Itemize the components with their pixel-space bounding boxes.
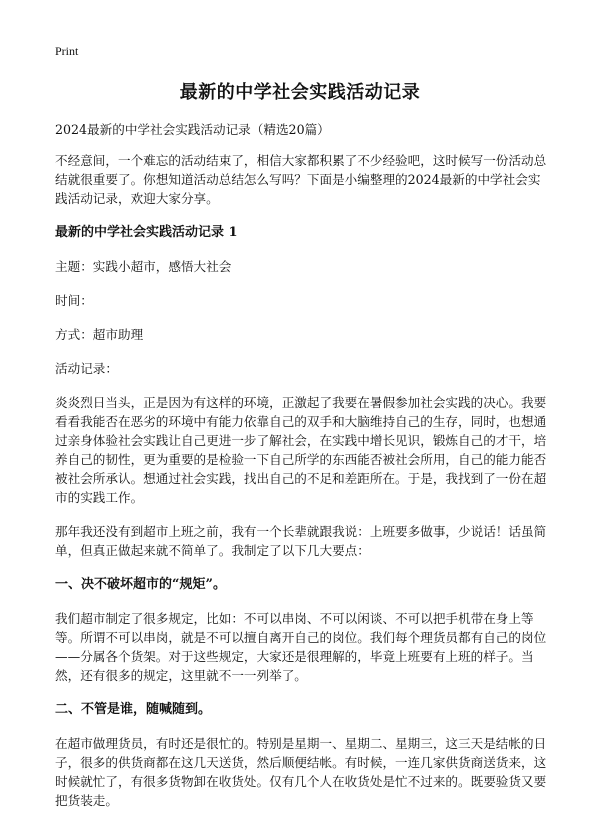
field-time: 时间： xyxy=(55,293,93,308)
document-subtitle: 2024最新的中学社会实践活动记录（精选20篇） xyxy=(55,122,330,137)
print-link[interactable]: Print xyxy=(55,44,79,58)
document-body xyxy=(55,120,550,825)
rule-paragraph-2: 在超市做理货员，有时还是很忙的。特别是星期一、星期二、星期三，这三天是结帐的日子，很多的供货商都在这几天送货，然后顺便结帐。有时候，一连几家供货商送货来，这时候就忙了，有很多货物卸在收货处。仅有几个人在收货处是忙不过来的。既要验货又要把货装走。 xyxy=(55,736,547,808)
rule-heading-2: 二、不管是谁，随喊随到。 xyxy=(55,702,212,717)
page-title: 最新的中学社会实践活动记录 xyxy=(179,82,421,103)
body-paragraph: 那年我还没有到超市上班之前，我有一个长辈就跟我说：上班要多做事，少说话！话虽简单，但真正做起来就不简单了。我制定了以下几大要点： xyxy=(55,524,547,558)
field-theme: 主题：实践小超市，感悟大社会 xyxy=(55,259,232,274)
rule-heading-1: 一、决不破坏超市的“规矩”。 xyxy=(55,577,226,592)
field-record: 活动记录： xyxy=(55,361,118,376)
field-method: 方式：超市助理 xyxy=(55,327,144,342)
body-paragraph: 炎炎烈日当头，正是因为有这样的环境，正激起了我要在暑假参加社会实践的决心。我要看看我能否在恶劣的环境中有能力依靠自己的双手和大脑维持自己的生存，同时，也想通过亲身体验社会实践让自己更进一步了解社会，在实践中增长见识，锻炼自己的才干，培养自己的韧性，更为重要的是检验一下自己所学的东西能否被社会所用，自己的能力能否被社会所承认。想通过社会实践，找出自己的不足和差距所在。于是，我找到了一份在超市的实践工作。 xyxy=(55,395,547,505)
rule-paragraph-1: 我们超市制定了很多规定，比如：不可以串岗、不可以闲谈、不可以把手机带在身上等等。所谓不可以串岗，就是不可以擅自离开自己的岗位。我们每个理货员都有自己的岗位——分属各个货架。对于这些规定，大家还是很理解的，毕竟上班要有上班的样子。当然，还有很多的规定，这里就不一一列举了。 xyxy=(55,611,547,683)
intro-paragraph: 不经意间，一个难忘的活动结束了，相信大家都积累了不少经验吧，这时候写一份活动总结就很重要了。你想知道活动总结怎么写吗？下面是小编整理的2024最新的中学社会实践活动记录，欢迎大家分享。 xyxy=(55,153,547,206)
section-title: 最新的中学社会实践活动记录 1 xyxy=(55,225,238,240)
